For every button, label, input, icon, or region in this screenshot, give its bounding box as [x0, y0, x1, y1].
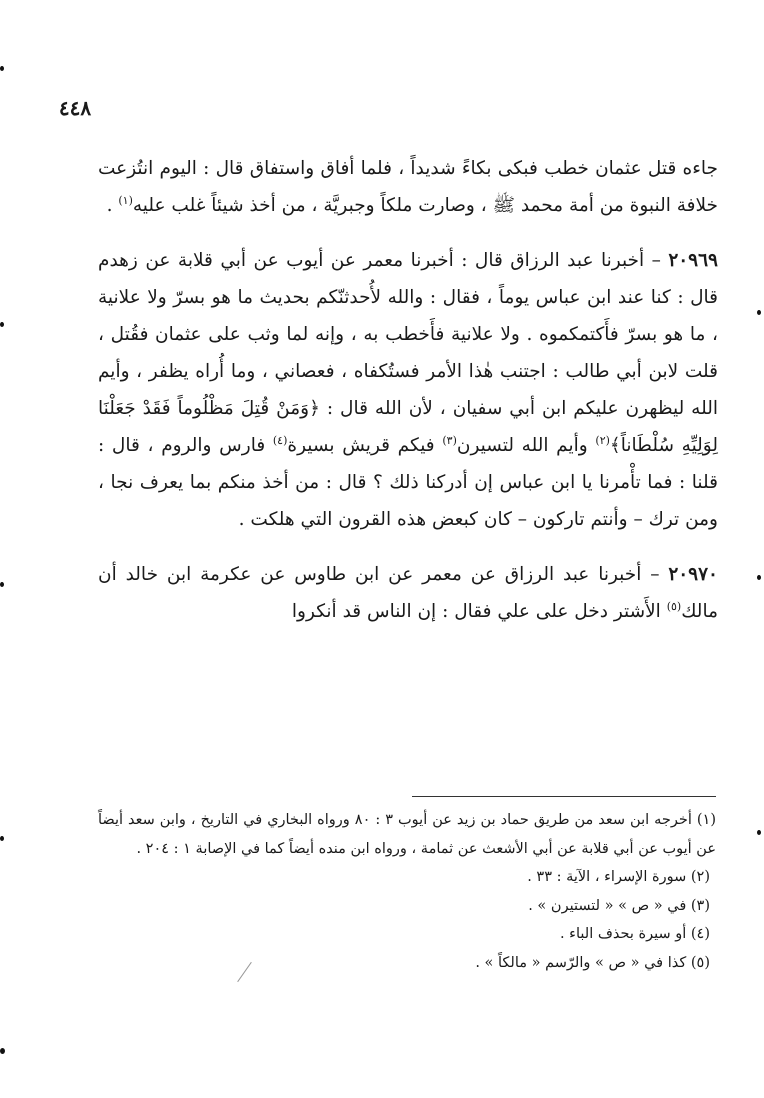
footnote-divider	[412, 796, 716, 797]
scan-dot	[0, 582, 4, 587]
hadith-number: ٢٠٩٧٠	[668, 564, 718, 585]
page-number: ٤٤٨	[58, 96, 92, 120]
paragraph-end: .	[106, 195, 119, 216]
hadith-text-part: الأَشتر دخل على علي فقال : إن الناس قد أنكروا	[291, 601, 667, 622]
scan-dot	[0, 836, 4, 841]
main-text	[98, 150, 718, 630]
footnote-ref-2: (٢)	[595, 433, 610, 447]
footnote-2: (٢) سورة الإسراء ، الآية : ٣٣ .	[527, 869, 710, 885]
scan-dot	[0, 322, 4, 327]
scan-dot	[0, 66, 4, 71]
hadith-number: ٢٠٩٦٩	[668, 250, 718, 271]
scan-dot	[757, 575, 761, 580]
scan-dot	[757, 830, 761, 835]
hadith-text-part: – أخبرنا عبد الرزاق عن معمر عن ابن طاوس عن عكرمة ابن خالد أن مالك	[98, 564, 718, 622]
hadith-20969	[98, 242, 718, 538]
footnote-5: (٥) كذا في « ص » والرّسم « مالكاً » .	[475, 954, 710, 971]
footnote-ref-5: (٥)	[666, 599, 682, 613]
footnote-1: (١) أخرجه ابن سعد من طريق حماد بن زيد عن أيوب ٣ : ٨٠ ورواه البخاري في التاريخ ، وابن سعد أيضاً عن أيوب عن أبي قلابة عن أبي الأشعث عن ثمامة ، ورواه ابن منده أيضاً كما في الإصابة ١ : ٢٠٤ .	[98, 812, 716, 857]
hadith-text-part: – أخبرنا عبد الرزاق قال : أخبرنا معمر عن أيوب عن أبي قلابة عن زهدم قال : كنا عند ابن عباس يوماً ، فقال : والله لأُحدثنّكم بحديث ما هو بسرّ ولا علانية ، ما هو بسرّ فأَكتمكموه . ولا علانية فأَخطب به ، وإنه لما وثب على عثمان فقُتل ، قلت لابن أبي طالب : اجتنب هٰذا الأمر فستُكفاه ، فعصاني ، وما أُراه يظفر ، وأيم الله ليظهرن عليكم ابن أبي سفيان ، لأن الله قال : ﴿وَمَنْ قُتِلَ مَظْلُوماً فَقَدْ جَعَلْنَا لِوَلِيِّهِ سُلْطَاناً﴾	[98, 250, 718, 456]
hadith-text-part: فارس والروم ، قال : قلنا : فما تأْمرنا يا ابن عباس إن أدركنا ذلك ؟ قال : من أخذ منكم بما يعرف نجا ، ومن ترك – وأنتم تاركون – كان كبعض هذه القرون التي هلكت .	[98, 435, 718, 530]
hadith-text-part: وأيم الله لتسيرن	[456, 435, 596, 456]
footnote-ref-4: (٤)	[272, 433, 288, 447]
hadith-20970	[98, 556, 718, 630]
footnote-ref-1: (١)	[118, 193, 133, 207]
paragraph-intro	[98, 150, 718, 224]
paragraph-text: جاءه قتل عثمان خطب فبكى بكاءً شديداً ، فلما أفاق واستفاق قال : اليوم انتُزعت خلافة النبوة من أمة محمد ﷺ ، وصارت ملكاً وجبريَّة ، من أخذ شيئاً غلب عليه	[98, 158, 718, 216]
footnote-ref-3: (٣)	[442, 433, 457, 447]
footnote-4: (٤) أو سيرة بحذف الباء .	[559, 926, 710, 942]
scan-dot	[0, 1048, 5, 1054]
footnotes	[98, 806, 716, 977]
footnote-3: (٣) في « ص » « لتستيرن » .	[528, 897, 710, 914]
scan-dot	[757, 310, 761, 315]
hadith-text-part: فيكم قريش بسيرة	[287, 435, 443, 456]
